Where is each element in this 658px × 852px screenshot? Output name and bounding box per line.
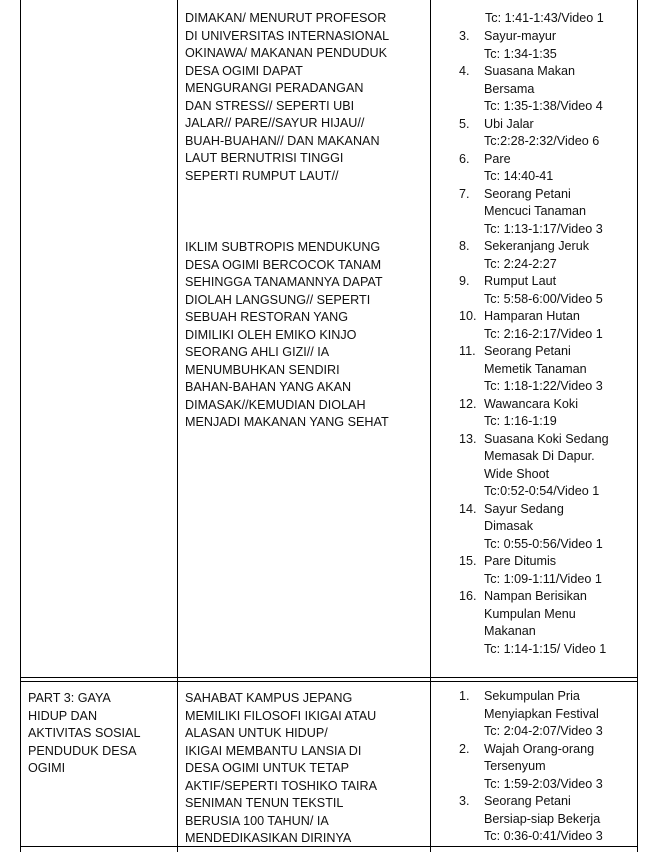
- narration-line: BUAH-BUAHAN// DAN MAKANAN: [185, 133, 380, 148]
- narration-line: ALASAN UNTUK HIDUP/: [185, 726, 328, 740]
- shot-item: [457, 501, 609, 554]
- narration-line: IKIGAI MEMBANTU LANSIA DI: [185, 743, 362, 758]
- shot-item: [457, 238, 609, 273]
- shot-description: Dimasak: [484, 519, 533, 533]
- shot-item: [457, 793, 603, 846]
- shot-description: Nampan Berisikan: [484, 589, 587, 603]
- shot-number: 1.: [459, 689, 470, 703]
- shot-description: Suasana Makan: [484, 64, 576, 78]
- narration-line: DESA OGIMI DAPAT: [185, 63, 303, 78]
- shot-description: Seorang Petani: [484, 186, 571, 201]
- shot-number: 10.: [459, 309, 477, 323]
- shot-number: 2.: [459, 741, 470, 756]
- segment-title-line: HIDUP DAN: [28, 708, 98, 723]
- narration-line: LAUT BERNUTRISI TINGGI: [185, 151, 344, 165]
- shot-number: 14.: [459, 501, 477, 516]
- narration-block-2: [185, 239, 389, 432]
- shot-description: Seorang Petani: [484, 344, 571, 358]
- shot-description: Menyiapkan Festival: [484, 706, 599, 721]
- shot-number: 8.: [459, 239, 470, 253]
- narration-line: MEMILIKI FILOSOFI IKIGAI ATAU: [185, 708, 377, 723]
- shot-list-bottom: [457, 688, 603, 846]
- narration-line: DIMAKAN/ MENURUT PROFESOR: [185, 11, 387, 25]
- shot-number: 3.: [459, 29, 470, 43]
- narration-line: BERUSIA 100 TAHUN/ IA: [185, 813, 329, 828]
- shot-timecode: Tc: 1:14-1:15/ Video 1: [484, 641, 607, 656]
- narration-line: DESA OGIMI UNTUK TETAP: [185, 761, 349, 775]
- shot-item: [457, 553, 609, 588]
- narration-line: JALAR// PARE//SAYUR HIJAU//: [185, 116, 365, 130]
- shot-timecode: Tc: 5:58-6:00/Video 5: [484, 291, 603, 306]
- shot-item: [457, 308, 609, 343]
- shot-description: Memasak Di Dapur.: [484, 449, 595, 463]
- shot-item: [457, 431, 609, 501]
- shot-timecode: Tc: 1:16-1:19: [484, 414, 557, 428]
- shot-timecode: Tc: 0:55-0:56/Video 1: [484, 536, 603, 551]
- table-border-col2: [430, 0, 431, 852]
- shot-description: Sekeranjang Jeruk: [484, 239, 590, 253]
- shot-description: Seorang Petani: [484, 794, 571, 808]
- shot-description: Sekumpulan Pria: [484, 689, 580, 703]
- narration-line: SENIMAN TENUN TEKSTIL: [185, 796, 344, 810]
- shot-description: Sayur Sedang: [484, 501, 564, 516]
- shot-item: [457, 151, 609, 186]
- shot-timecode: Tc:2:28-2:32/Video 6: [484, 134, 600, 148]
- shot-timecode: Tc: 1:59-2:03/Video 3: [484, 776, 603, 791]
- shot-number: 3.: [459, 794, 470, 808]
- shot-item: [457, 396, 609, 431]
- narration-line: SEBUAH RESTORAN YANG: [185, 310, 349, 324]
- shot-number: 6.: [459, 151, 470, 166]
- shot-number: 7.: [459, 186, 470, 201]
- shot-item: [457, 588, 609, 658]
- segment-title-line: PART 3: GAYA: [28, 691, 111, 705]
- shot-description: Memetik Tanaman: [484, 361, 587, 376]
- shot-continuation: Tc: 1:41-1:43/Video 1: [485, 11, 604, 25]
- shot-timecode: Tc: 1:18-1:22/Video 3: [484, 379, 603, 393]
- shot-number: 13.: [459, 431, 477, 446]
- narration-line: MENJADI MAKANAN YANG SEHAT: [185, 415, 389, 429]
- shot-item: [457, 186, 609, 239]
- shot-description: Rumput Laut: [484, 274, 557, 288]
- narration-line: SAHABAT KAMPUS JEPANG: [185, 691, 353, 705]
- shot-description: Pare Ditumis: [484, 554, 557, 568]
- shot-timecode: Tc: 2:04-2:07/Video 3: [484, 724, 603, 738]
- shot-timecode: Tc:0:52-0:54/Video 1: [484, 484, 600, 498]
- table-border-right: [637, 0, 638, 852]
- shot-number: 5.: [459, 116, 470, 131]
- shot-description: Makanan: [484, 624, 536, 638]
- shot-timecode: Tc: 14:40-41: [484, 169, 554, 183]
- shot-number: 9.: [459, 274, 470, 288]
- shot-number: 4.: [459, 64, 470, 78]
- segment-title-line: PENDUDUK DESA: [28, 743, 137, 758]
- shot-number: 15.: [459, 554, 477, 568]
- shot-timecode: Tc: 1:35-1:38/Video 4: [484, 99, 603, 113]
- shot-description: Wide Shoot: [484, 466, 550, 481]
- narration-line: AKTIF/SEPERTI TOSHIKO TAIRA: [185, 778, 377, 793]
- row-divider-top: [20, 677, 638, 678]
- shot-item: [457, 273, 609, 308]
- narration-line: DESA OGIMI BERCOCOK TANAM: [185, 257, 382, 272]
- narration-line: DIOLAH LANGSUNG// SEPERTI: [185, 292, 371, 307]
- narration-line: BAHAN-BAHAN YANG AKAN: [185, 380, 352, 394]
- shot-description: Tersenyum: [484, 759, 546, 773]
- shot-timecode: Tc: 1:34-1:35: [484, 46, 557, 61]
- segment-title-line: AKTIVITAS SOSIAL: [28, 726, 141, 740]
- shot-timecode: Tc: 0:36-0:41/Video 3: [484, 829, 603, 843]
- shot-timecode: Tc: 1:09-1:11/Video 1: [484, 571, 602, 586]
- shot-number: 11.: [459, 344, 476, 358]
- narration-line: DI UNIVERSITAS INTERNASIONAL: [185, 28, 390, 43]
- narration-line: IKLIM SUBTROPIS MENDUKUNG: [185, 240, 381, 254]
- segment-title-line: OGIMI: [28, 761, 66, 775]
- narration-line: SEORANG AHLI GIZI// IA: [185, 345, 330, 359]
- shot-description: Pare: [484, 151, 511, 166]
- table-border-left: [20, 0, 21, 852]
- narration-line: DAN STRESS// SEPERTI UBI: [185, 98, 355, 113]
- shot-description: Bersiap-siap Bekerja: [484, 811, 601, 826]
- shot-item: [457, 63, 609, 116]
- narration-block-1: [185, 10, 389, 185]
- shot-description: Kumpulan Menu: [484, 606, 576, 621]
- narration-line: MENGURANGI PERADANGAN: [185, 81, 364, 95]
- shot-list-top: [457, 28, 609, 658]
- shot-timecode: Tc: 2:24-2:27: [484, 256, 557, 271]
- narration-block-3: [185, 690, 377, 848]
- shot-item: [457, 28, 609, 63]
- shot-description: Sayur-mayur: [484, 29, 557, 43]
- shot-description: Mencuci Tanaman: [484, 204, 586, 218]
- shot-description: Bersama: [484, 81, 535, 96]
- narration-line: OKINAWA/ MAKANAN PENDUDUK: [185, 46, 387, 60]
- shot-timecode: Tc: 1:13-1:17/Video 3: [484, 221, 603, 236]
- shot-number: 16.: [459, 589, 477, 603]
- shot-item: [457, 116, 609, 151]
- narration-line: SEHINGGA TANAMANNYA DAPAT: [185, 275, 383, 289]
- shot-item: [457, 688, 603, 741]
- segment-title: [28, 690, 140, 778]
- narration-line: MENUMBUHKAN SENDIRI: [185, 362, 340, 377]
- shot-number: 12.: [459, 396, 477, 411]
- shot-description: Wajah Orang-orang: [484, 741, 595, 756]
- shot-description: Suasana Koki Sedang: [484, 431, 609, 446]
- shot-description: Ubi Jalar: [484, 116, 534, 131]
- shot-item: [457, 343, 609, 396]
- narration-line: SEPERTI RUMPUT LAUT//: [185, 168, 339, 183]
- table-border-col1: [177, 0, 178, 852]
- narration-line: MENDEDIKASIKAN DIRINYA: [185, 831, 352, 845]
- shot-timecode: Tc: 2:16-2:17/Video 1: [484, 326, 603, 341]
- row-divider-bottom: [20, 681, 638, 682]
- shot-description: Hamparan Hutan: [484, 309, 580, 323]
- shot-description: Wawancara Koki: [484, 396, 579, 411]
- narration-line: DIMILIKI OLEH EMIKO KINJO: [185, 327, 357, 342]
- narration-line: DIMASAK//KEMUDIAN DIOLAH: [185, 397, 366, 412]
- shot-item: [457, 741, 603, 794]
